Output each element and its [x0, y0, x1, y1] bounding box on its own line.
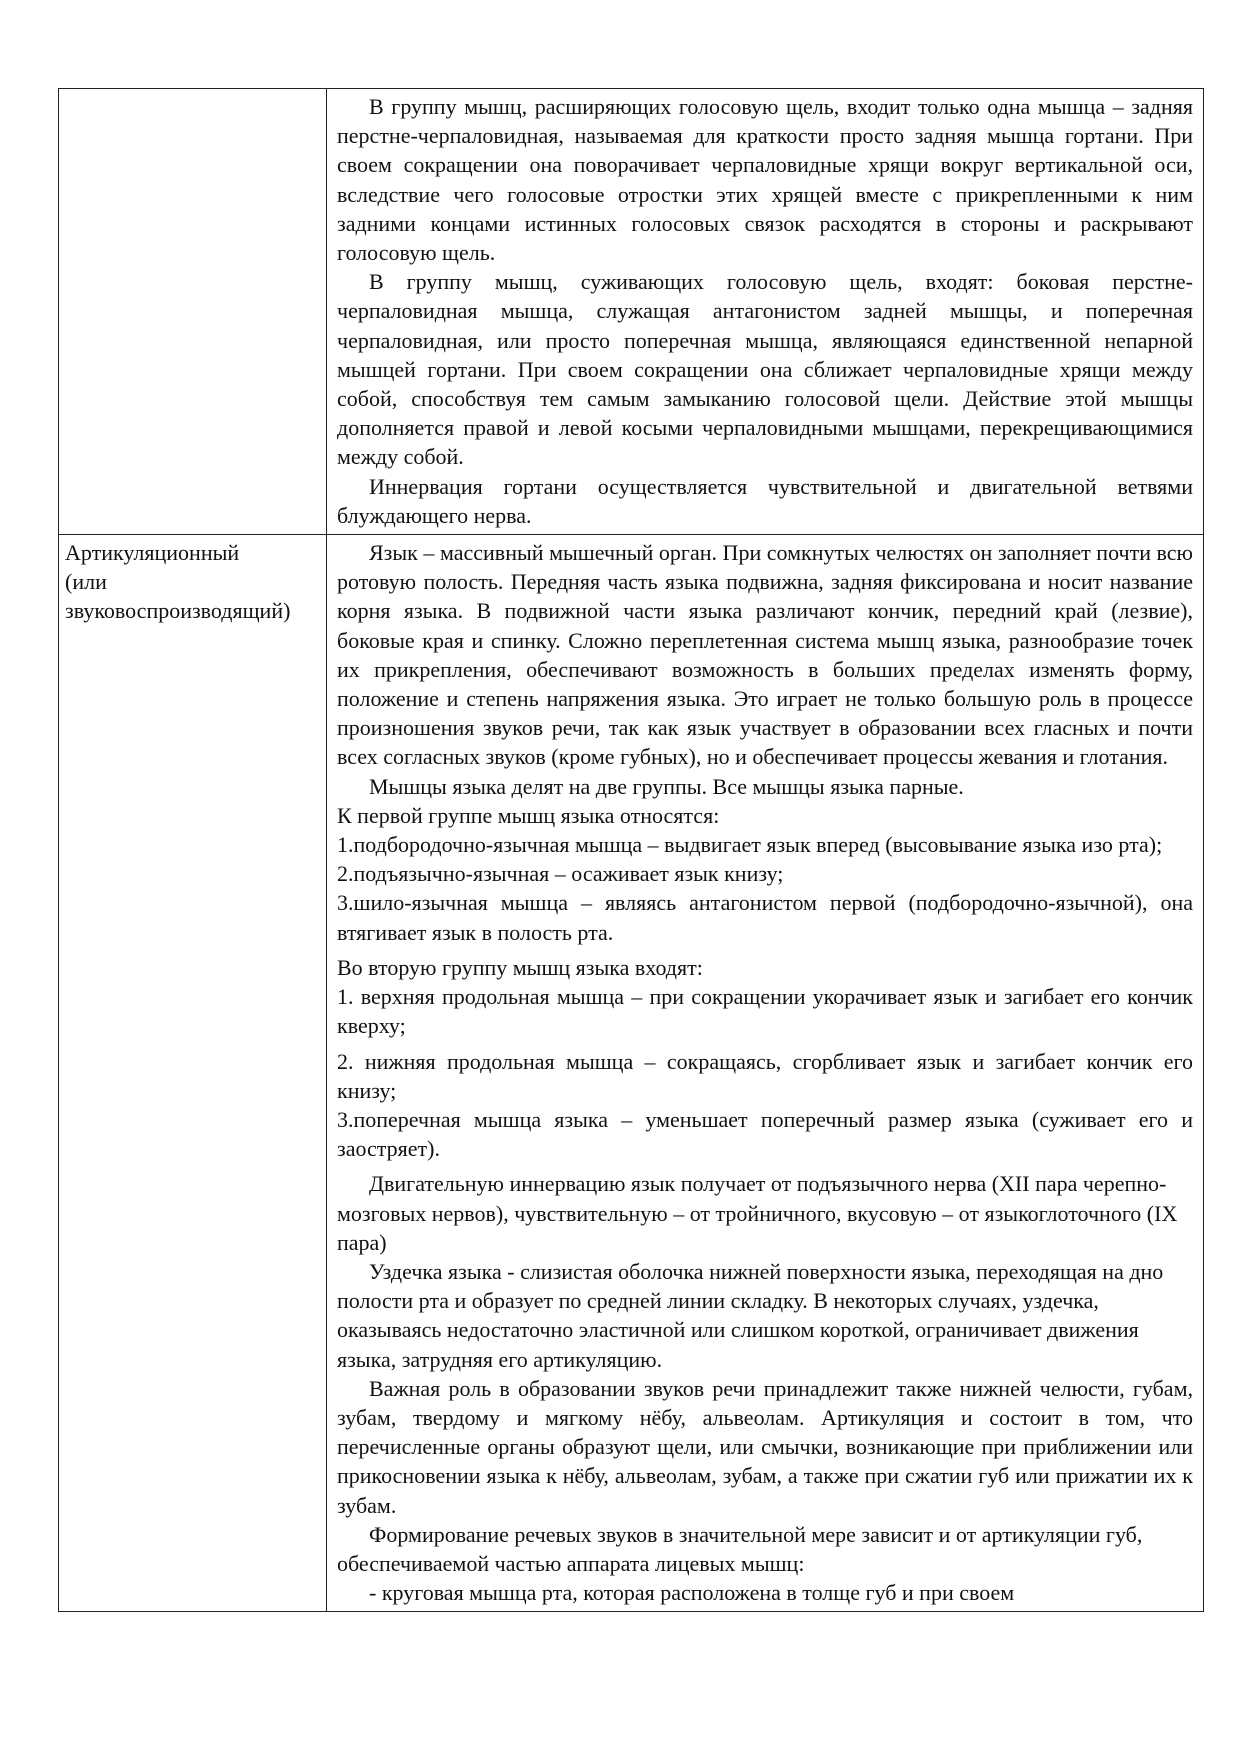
- table-cell-left: [59, 535, 327, 1612]
- paragraph: Язык – массивный мышечный орган. При сомкнутых челюстях он заполняет почти всю ротовую полость. Передняя часть языка подвижна, задняя фиксирована и носит название корня языка. В подвижной части языка различают кончик, передний край (лезвие), боковые края и спинку. Сложно переплетенная система мышц языка, разнообразие точек их прикрепления, обеспечивают возможность в больших пределах изменять форму, положение и степень напряжения языка. Это играет не только большую роль в процессе произношения звуков речи, так как язык участвует в образовании всех гласных и почти всех согласных звуков (кроме губных), но и обеспечивает процессы жевания и глотания.: [337, 540, 1193, 770]
- paragraph: Формирование речевых звуков в значительной мере зависит и от артикуляции губ, обеспечиваемой частью аппарата лицевых мышц:: [337, 1521, 1143, 1576]
- table-cell-left: [59, 89, 327, 535]
- paragraph: Иннервация гортани осуществляется чувствительной и двигательной ветвями блуждающего нерва.: [337, 473, 1193, 528]
- table-cell-right: [327, 535, 1204, 1612]
- section-label-line: звуковоспроизводящий): [65, 598, 291, 624]
- list-item: 1. верхняя продольная мышца – при сокращении укорачивает язык и загибает его кончик кверху;: [337, 984, 1193, 1039]
- paragraph: Уздечка языка - слизистая оболочка нижней поверхности языка, переходящая на дно полости рта и образует по средней линии складку. В некоторых случаях, уздечка, оказываясь недостаточно эластичной или слишком короткой, ограничивает движения языка, затрудняя его артикуляцию.: [337, 1258, 1164, 1372]
- paragraph: Во вторую группу мышц языка входят:: [337, 954, 703, 980]
- list-item: 1.подбородочно-язычная мышца – выдвигает язык вперед (высовывание языка изо рта);: [337, 832, 1163, 858]
- paragraph: Мышцы языка делят на две группы. Все мышцы языка парные.: [369, 773, 964, 799]
- paragraph: В группу мышц, суживающих голосовую щель, входят: боковая перстне-черпаловидная мышца, служащая антагонистом задней мышцы, и поперечная черпаловидная, или просто поперечная мышца, являющаяся единственной непарной мышцей гортани. При своем сокращении она сближает черпаловидные хрящи между собой, способствуя тем самым замыканию голосовой щели. Действие этой мышцы дополняется правой и левой косыми черпаловидными мышцами, перекрещивающимися между собой.: [337, 269, 1193, 470]
- cell-label: [65, 89, 320, 92]
- paragraph: Важная роль в образовании звуков речи принадлежит также нижней челюсти, губам, зубам, твердому и мягкому нёбу, альвеолам. Артикуляция и состоит в том, что перечисленные органы образуют щели, или смычки, возникающие при приближении или прикосновении языка к нёбу, альвеолам, зубам, а также при сжатии губ или прижатии их к зубам.: [337, 1375, 1193, 1518]
- section-label: [65, 535, 320, 626]
- paragraph: Двигательную иннервацию язык получает от подъязычного нерва (XII пара черепно-мозговых нервов), чувствительную – от тройничного, вкусовую – от языкоглоточного (IX пара): [337, 1171, 1178, 1255]
- paragraph: В группу мышц, расширяющих голосовую щель, входит только одна мышца – задняя перстне-черпаловидная, называемая для краткости просто задняя мышца гортани. При своем сокращении она поворачивает черпаловидные хрящи вокруг вертикальной оси, вследствие чего голосовые отростки этих хрящей вместе с прикрепленными к ним задними концами истинных голосовых связок расходятся в стороны и раскрывают голосовую щель.: [337, 94, 1193, 266]
- list-item: 2. нижняя продольная мышца – сокращаясь, сгорбливает язык и загибает кончик его книзу;: [337, 1048, 1193, 1103]
- table-cell-right: [327, 89, 1204, 535]
- section-label-line: (или: [65, 569, 107, 595]
- table-row: [59, 535, 1204, 1612]
- section-label-line: Артикуляционный: [65, 540, 240, 566]
- table-row: [59, 89, 1204, 535]
- list-item: 3.шило-язычная мышца – являясь антагонистом первой (подбородочно-язычной), она втягивает язык в полость рта.: [337, 890, 1193, 945]
- content-table: [58, 88, 1204, 1612]
- list-item: 3.поперечная мышца языка – уменьшает поперечный размер языка (суживает его и заостряет).: [337, 1106, 1193, 1162]
- paragraph: - круговая мышца рта, которая расположена в толще губ и при своем: [369, 1580, 1015, 1606]
- paragraph: К первой группе мышц языка относятся:: [337, 802, 720, 828]
- list-item: 2.подъязычно-язычная – осаживает язык книзу;: [337, 861, 784, 887]
